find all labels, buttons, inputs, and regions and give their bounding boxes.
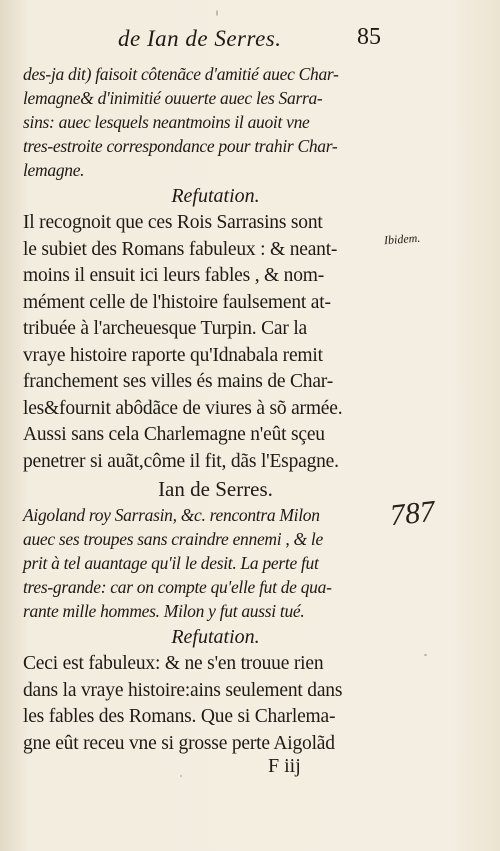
paper-speck: [424, 654, 427, 656]
page-number: 85: [357, 24, 381, 50]
text-line: sins: auec lesquels neantmoins il auoit vne: [23, 112, 310, 132]
text-line: Il recognoit que ces Rois Sarrasins sont: [23, 212, 323, 233]
text-line: tres-grande: car on compte qu'elle fut de qua-: [23, 577, 332, 597]
text-line: Ceci est fabuleux: & ne s'en trouue rien: [23, 653, 324, 674]
text-line: tres-estroite correspondance pour trahir Char-: [23, 136, 338, 156]
margin-annotation-number: 787: [388, 494, 437, 533]
margin-note: Ibidem.: [383, 230, 421, 248]
section-heading: Ian de Serres.: [158, 477, 273, 501]
text-line: lemagne& d'inimitié ouuerte auec les Sarra-: [23, 88, 323, 108]
text-line: Aussi sans cela Charlemagne n'eût sçeu: [23, 424, 325, 445]
text-line: le subiet des Romans fabuleux : & neant-: [23, 238, 338, 260]
text-line: les fables des Romans. Que si Charlema-: [23, 706, 336, 727]
text-line: penetrer si auãt,côme il fit, dãs l'Espagne.: [23, 450, 339, 472]
text-line: des-ja dit) faisoit côtenãce d'amitié auec Char-: [23, 64, 339, 84]
text-line: gne eût receu vne si grosse perte Aigolãd: [23, 732, 335, 754]
text-line: prit à tel auantage qu'il le desit. La perte fut: [23, 553, 319, 573]
running-head: de Ian de Serres.: [118, 26, 282, 51]
text-line: tribuée à l'archeuesque Turpin. Car la: [23, 318, 307, 339]
paper-speck: [216, 10, 218, 16]
text-line: franchement ses villes és mains de Char-: [23, 371, 334, 392]
text-line: lemagne.: [23, 160, 85, 180]
signature-mark: F iij: [268, 755, 301, 777]
text-line: dans la vraye histoire:ains seulement dans: [23, 679, 343, 701]
text-line: auec ses troupes sans craindre ennemi , & le: [23, 529, 323, 549]
section-heading: Refutation.: [171, 185, 260, 207]
text-line: vraye histoire raporte qu'Idnabala remit: [23, 344, 323, 366]
paper-speck: [180, 775, 182, 777]
text-line: les&fournit abôdãce de viures à sõ armée.: [23, 397, 343, 419]
text-line: moins il ensuit ici leurs fables , & nom-: [23, 265, 325, 286]
body-text: [23, 62, 388, 757]
section-heading: Refutation.: [171, 626, 260, 648]
text-line: mément celle de l'histoire faulsement at-: [23, 291, 331, 313]
text-line: Aigoland roy Sarrasin, &c. rencontra Milon: [23, 505, 320, 525]
text-line: rante mille hommes. Milon y fut aussi tué.: [23, 601, 305, 621]
